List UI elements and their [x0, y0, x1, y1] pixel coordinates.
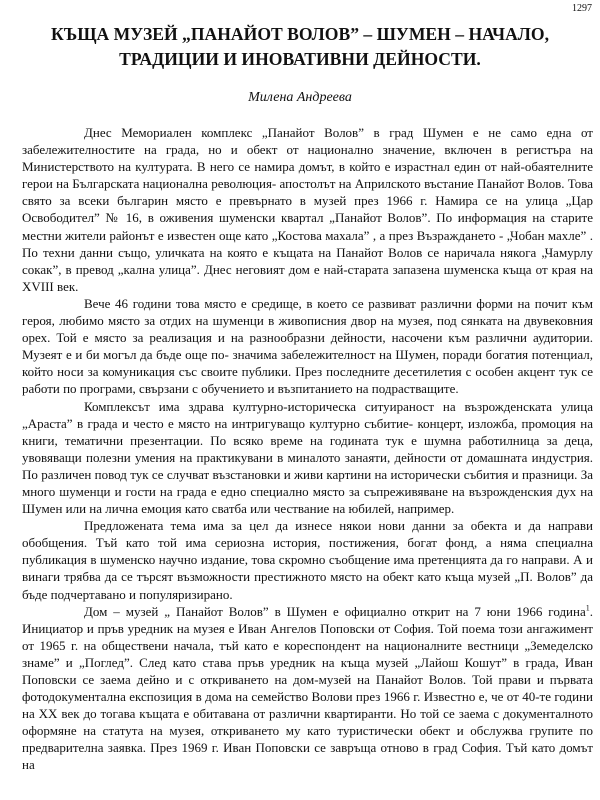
article-title	[0, 22, 600, 72]
title-line-1: КЪЩА МУЗЕЙ „ПАНАЙОТ ВОЛОВ” – ШУМЕН – НАЧАЛО,	[51, 24, 549, 44]
paragraph: Днес Мемориален комплекс „Панайот Волов” в град Шумен е не само една от забележителностите на града, но и обект от национално значение, включен в регистъра на Министерството на културата. В него се намира домът, в който е израстнал един от най-обаятелните герои на Българската национална революция- апостолът на Априлското въстание Панайот Волов. Това свято за всеки българин място е превърнато в музей през 1966 г. Намира се на улица „Цар Освободител” № 16, в оживения шуменски квартал „Панайот Волов”. По информация на старите местни жители районът е известен още като „Костова махала” , а през Възраждането - „Чобан махле” . По техни данни също, уличката на която е къщата на Панайот Волов се наричала някога „Чамурлу сокак”, в превод „кална улица”. Днес неговият дом е най-старата запазена шуменска къща от края на XVIII век.	[22, 125, 593, 294]
page-number: 1297	[572, 3, 592, 14]
title-line-2: ТРАДИЦИИ И ИНОВАТИВНИ ДЕЙНОСТИ.	[119, 49, 481, 69]
paragraph: Комплексът има здрава културно-историческа ситуираност на възрожденската улица „Араста” в града и често е място на интригуващо културно събитие- концерт, изложба, промоция на книги, тематични презентации. По всяко време на годината тук е шумна работилница за деца, увовяващи полезни умения на практикувани в миналото занаяти, дейности от домашната индустрия. По различен повод тук се случват възстановки и живи картини на исторически събития и празници. За много шуменци и гости на града е едно специално място за съпреживяване на възрожденския дух на Шумен или на лична емоция като сватба или чествание на юбилей, например.	[22, 398, 593, 517]
paragraph-continuation: Инициатор и пръв уредник на музея е Иван Ангелов Поповски от София. Той поема този ангажимент от 1965 г. на обществени начала, тъй като е кореспондент на националните вестници „Земеделско знаме” и „Поглед”. След като става пръв уредник на къща музей „Лайош Кошут” в града, Иван Поповски се заема дейно и с откриването на дом-музей на Панайот Волов. Той прави и първата фотодокументална експозиция в дома на семейство Волови през 1966 г. Известно е, че от 40-те години на XX век до тогава къщата е обитавана от различни квартиранти. Но той се заема с документалното оформяне на статута на музея, откриването му като туристически обект и обслужва групите по предварителна заявка. През 1969 г. Иван Поповски се завръща отново в град София. Тъй като домът на	[22, 620, 593, 773]
author-name: Милена Андреева	[248, 90, 352, 105]
article-body	[22, 124, 593, 774]
footnote-reference[interactable]: 1	[585, 603, 590, 613]
paragraph-text: Дом – музей „ Панайот Волов” в Шумен е официално открит на 7 юни 1966 година	[84, 603, 586, 619]
paragraph-with-footnote: Дом – музей „ Панайот Волов” в Шумен е официално открит на 7 юни 1966 година$^1$. Инициатор и пръв уредник на музея е Иван Ангелов Поповски от София. Той поема този ангажимент от 1965 г. на обществени начала, тъй като е кореспондент на националните вестници „Земеделско знаме” и „Поглед”. След като става пръв уредник на къща музей „Лайош Кошут” в града, Иван Поповски се заема дейно и с откриването на дом-музей на Панайот Волов. Той прави и първата фотодокументална експозиция в дома на семейство Волови през 1966 г. Известно е, че от 40-те години на XX век до тогава къщата е обитавана от различни квартиранти. Но той се заема с документалното оформяне на статута на музея, откриването му като туристически обект и обслужва групите по предварителна заявка. През 1969 г. Иван Поповски се завръща отново в град София. Тъй като домът на	[22, 603, 593, 773]
paragraph: Вече 46 години това място е средище, в което се развиват различни форми на почит към героя, любимо място за отдих на шуменци в живописния двор на музея, под сянката на двувековния орех. Той е място за реализация и на разнообразни дейности, насочени към различни аудитории. Музеят е и би могъл да бъде още по- значима забележителност на Шумен, поради богатия потенциал, който носи за комуникация със своите публики. През последните десетилетия с особен акцент тук се работи по програми, свързани с обучението и възпитанието на подрастващите.	[22, 295, 593, 397]
paragraph: Предложената тема има за цел да изнесе някои нови данни за обекта и да направи обобщения. Тъй като той има сериозна история, постижения, богат фонд, а няма специална публикация в шуменско научно издание, това скромно съобщение има претенцията да го направи. А и винаги трябва да се търсят възможности престижното място на обект като къща музей „П. Волов” да бъде подчертавано и популяризирано.	[22, 518, 593, 602]
